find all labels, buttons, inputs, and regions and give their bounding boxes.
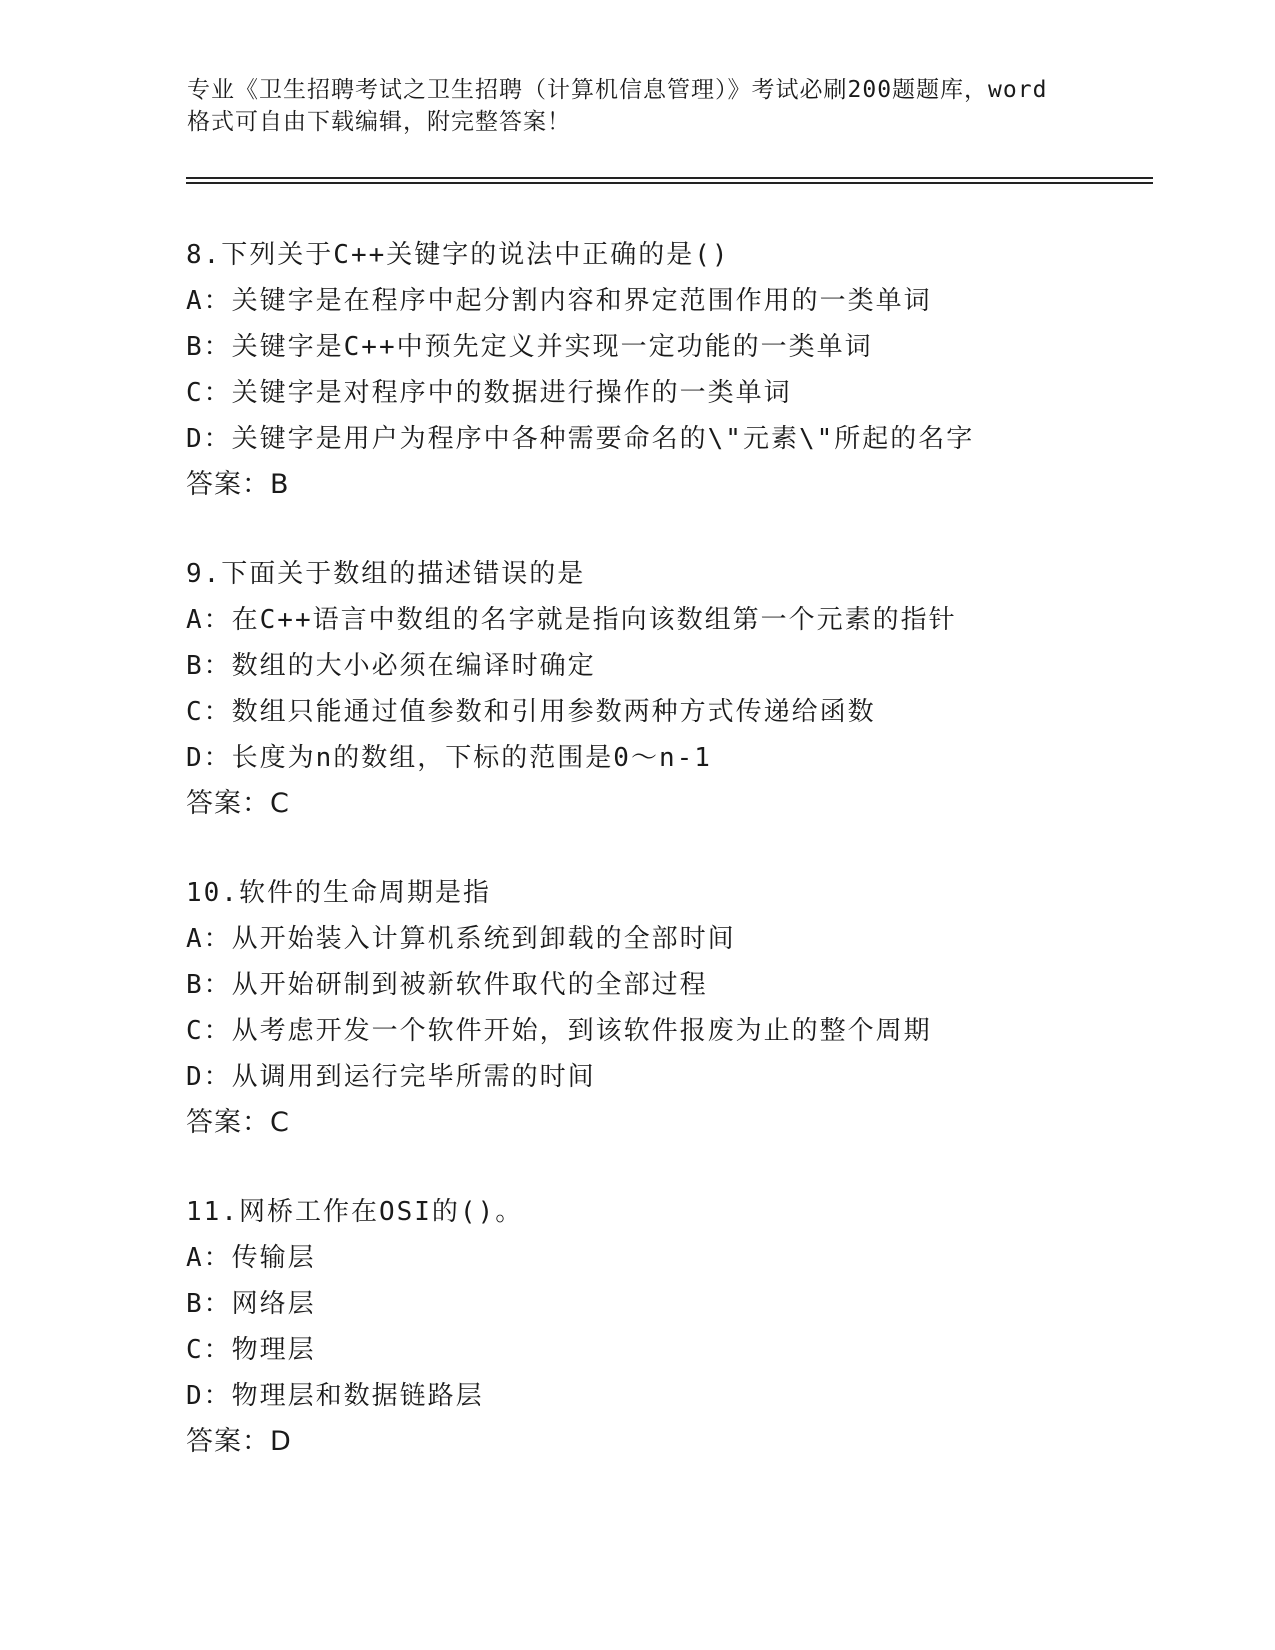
option-d: D：从调用到运行完毕所需的时间: [186, 1062, 596, 1092]
answer: 答案：C: [186, 788, 290, 819]
option-c: C：关键字是对程序中的数据进行操作的一类单词: [186, 378, 792, 408]
option-b: B：网络层: [186, 1289, 316, 1319]
option-a: A：在C++语言中数组的名字就是指向该数组第一个元素的指针: [186, 605, 957, 635]
question-8: [186, 232, 1146, 508]
option-d: D：物理层和数据链路层: [186, 1381, 484, 1411]
option-b: B：从开始研制到被新软件取代的全部过程: [186, 970, 708, 1000]
header-title-line-2: 格式可自由下载编辑，附完整答案！: [187, 109, 571, 135]
option-c: C：数组只能通过值参数和引用参数两种方式传递给函数: [186, 697, 876, 727]
question-stem: 8.下列关于C++关键字的说法中正确的是(): [186, 240, 730, 270]
answer: 答案：D: [186, 1426, 292, 1457]
option-a: A：从开始装入计算机系统到卸载的全部时间: [186, 924, 736, 954]
question-11: [186, 1189, 1146, 1465]
option-d: D：长度为n的数组，下标的范围是0～n-1: [186, 743, 712, 773]
option-c: C：物理层: [186, 1335, 316, 1365]
option-b: B：数组的大小必须在编译时确定: [186, 651, 596, 681]
question-stem: 10.软件的生命周期是指: [186, 878, 491, 908]
question-10: [186, 870, 1146, 1146]
option-d: D：关键字是用户为程序中各种需要命名的\"元素\"所起的名字: [186, 424, 975, 454]
document-header: [187, 74, 1087, 138]
option-b: B：关键字是C++中预先定义并实现一定功能的一类单词: [186, 332, 873, 362]
header-divider-top: [186, 177, 1153, 179]
option-c: C：从考虑开发一个软件开始，到该软件报废为止的整个周期: [186, 1016, 932, 1046]
option-a: A：关键字是在程序中起分割内容和界定范围作用的一类单词: [186, 286, 932, 316]
answer: 答案：B: [186, 469, 290, 500]
header-divider-bottom: [186, 182, 1153, 184]
question-stem: 11.网桥工作在OSI的()。: [186, 1197, 524, 1227]
question-stem: 9.下面关于数组的描述错误的是: [186, 559, 586, 589]
header-title-line-1: 专业《卫生招聘考试之卫生招聘（计算机信息管理）》考试必刷200题题库，word: [187, 77, 1048, 103]
question-9: [186, 551, 1146, 827]
option-a: A：传输层: [186, 1243, 316, 1273]
answer: 答案：C: [186, 1107, 290, 1138]
